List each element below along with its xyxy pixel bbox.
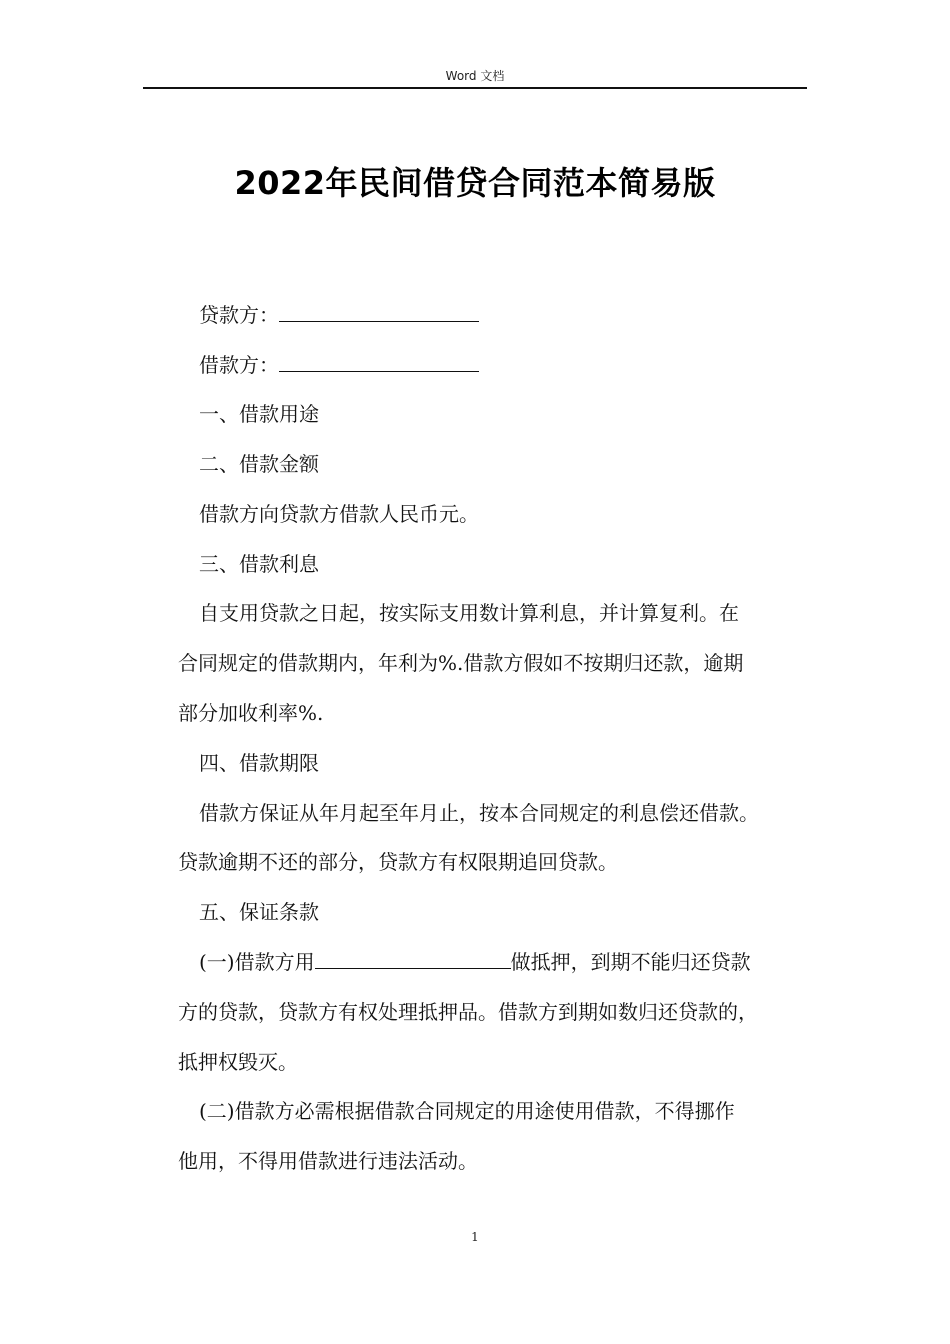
- page-number: 1: [471, 1230, 479, 1244]
- header-divider: [143, 87, 807, 89]
- borrower-label: 借款方：: [199, 353, 279, 377]
- collateral-blank: [315, 950, 511, 969]
- item-1-prefix: (一)借款方用: [199, 950, 315, 974]
- lender-blank: [279, 303, 479, 322]
- section-5-item-1-line-2: 方的贷款，贷款方有权处理抵押品。借款方到期如数归还贷款的，: [178, 1000, 758, 1024]
- section-5-heading: 五、保证条款: [199, 900, 319, 924]
- section-4-heading: 四、借款期限: [199, 751, 319, 775]
- section-1-heading: 一、借款用途: [199, 402, 319, 426]
- section-3-line-3: 部分加收利率%.: [178, 701, 324, 725]
- section-5-item-1-line-3: 抵押权毁灭。: [178, 1050, 298, 1074]
- page-header: Word 文档: [445, 69, 505, 83]
- section-4-line-2: 贷款逾期不还的部分，贷款方有权限期追回贷款。: [178, 850, 618, 874]
- section-5-item-1-line-1: [199, 948, 751, 976]
- section-5-item-2-line-2: 他用，不得用借款进行违法活动。: [178, 1149, 478, 1173]
- section-2-heading: 二、借款金额: [199, 452, 319, 476]
- section-5-item-2-line-1: (二)借款方必需根据借款合同规定的用途使用借款，不得挪作: [199, 1099, 735, 1123]
- section-3-heading: 三、借款利息: [199, 552, 319, 576]
- section-3-line-2: 合同规定的借款期内，年利为%.借款方假如不按期归还款，逾期: [178, 651, 744, 675]
- item-1-suffix: 做抵押，到期不能归还贷款: [510, 950, 751, 974]
- borrower-blank: [279, 353, 479, 372]
- document-title: 2022年民间借贷合同范本简易版: [234, 164, 716, 202]
- section-2-body: 借款方向贷款方借款人民币元。: [199, 502, 479, 526]
- lender-line: [199, 301, 479, 329]
- lender-label: 贷款方：: [199, 303, 279, 327]
- section-3-line-1: 自支用贷款之日起，按实际支用数计算利息，并计算复利。在: [199, 601, 739, 625]
- section-4-line-1: 借款方保证从年月起至年月止，按本合同规定的利息偿还借款。: [199, 801, 759, 825]
- borrower-line: [199, 351, 479, 379]
